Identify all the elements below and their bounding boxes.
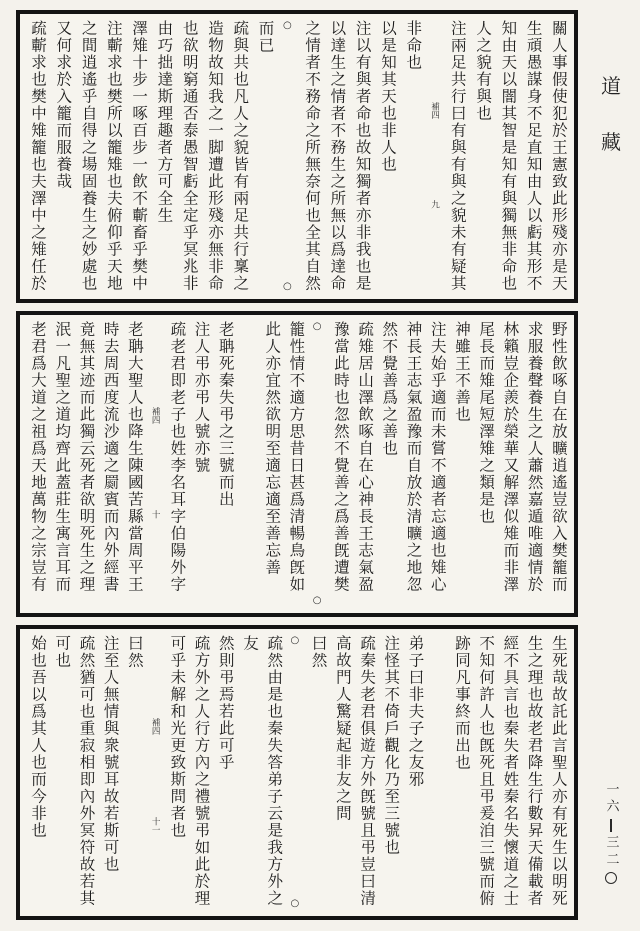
text-column: 經不具言也秦失者姓秦名失懷道之士 (501, 635, 520, 907)
text-column: 疏秦失老君俱遊方外旣號且弔豈曰清 (358, 635, 377, 907)
text-column: 跡同凡事終而出也 (452, 635, 471, 771)
divider-circle-bottom: ○ (312, 595, 322, 606)
text-column: 可也 (53, 635, 72, 669)
text-column: 然則弔焉若此可乎 (216, 635, 235, 771)
text-column: 高故門人驚疑起非友之問 (333, 635, 352, 822)
text-column: 澤雉十步一啄百步一飲不蘄畜乎樊中 (130, 20, 149, 292)
text-column: 由巧拙達斯理趣者方可全生 (155, 20, 174, 224)
page-number (599, 782, 623, 884)
text-column: 時去周西度流沙適之罽賓而內外經書 (101, 321, 120, 593)
section-divider-gutter (281, 20, 294, 293)
text-column: 然不覺善爲之善也 (380, 321, 399, 457)
text-column: 老君爲大道之祖爲天地萬物之宗豈有 (29, 321, 47, 593)
page-number-lower: 三二 (603, 835, 619, 869)
divider-circle-bottom: ○ (282, 281, 292, 292)
text-column: 疏雉居山澤飲啄自在心神長王志氣盈 (356, 321, 375, 593)
text-column: 籠性情不適方思昔日甚爲清暢鳥旣如 (287, 321, 306, 593)
right-margin (580, 0, 640, 931)
text-column: 之間逍遙乎自得之場固養生之妙處也 (79, 20, 98, 292)
text-column: 神長王志氣盈豫而自放於清曠之地忽 (404, 321, 423, 593)
text-column: 注夫始乎適而未嘗不適者忘適也雉心 (428, 321, 447, 593)
text-column: 也欲明窮通否泰愚智虧全定乎冥兆非 (180, 20, 199, 292)
text-column: 注怪其不倚戶觀化乃至三號也 (382, 635, 401, 856)
top-register (16, 10, 578, 303)
text-column: 始也吾以爲其人也而今非也 (29, 635, 47, 839)
text-column: 注以有與者命也故知獨者亦非我也是 (353, 20, 372, 292)
text-column: 此人亦宜然欲明至適忘適至善忘善 (263, 321, 282, 576)
text-column: 尾長而雉尾短澤雉之類是也 (477, 321, 496, 525)
text-column: 疏方外之人行方內之禮號弔如此於理 (192, 635, 211, 907)
text-column: 疏然猶可也重寂相即內外冥符故若其 (77, 635, 96, 907)
leaf-note-lower: 十一 (150, 816, 161, 834)
text-column: 之情者不務命之所無奈何也全其自然 (303, 20, 322, 292)
text-column: 以達生之情者不務生之所無以爲達命 (328, 20, 347, 292)
section-divider-gutter (288, 635, 301, 910)
section-divider-gutter (311, 321, 324, 607)
text-column: 人之貌有與也 (474, 20, 493, 122)
text-column: 非命也 (404, 20, 423, 71)
text-column: 造物故知我之一脚遭此形殘亦無非命 (205, 20, 224, 292)
divider-circle-bottom: ○ (290, 898, 300, 909)
text-column: 關人事假使犯於王憲致此形殘亦是天 (549, 20, 568, 292)
text-column: 注蘄求也樊所以籠雉也夫俯仰乎天地 (104, 20, 123, 292)
text-column: 注至人無情與衆號耳故若斯可也 (101, 635, 120, 873)
page-number-dash (610, 819, 612, 832)
leaf-note-lower: 十 (150, 509, 161, 519)
collection-title-char-dao: 道 (601, 74, 621, 98)
divider-circle-top: ○ (282, 20, 292, 31)
spacer-column (240, 321, 255, 607)
text-column: 生頑愚謀身不足直知由人以虧其形不 (524, 20, 543, 292)
text-column: 又何求於入籠而服養哉 (54, 20, 73, 190)
text-column: 而已 (256, 20, 275, 54)
text-column: 求服養聲養生之人蕭然嘉遁唯適情於 (525, 321, 544, 593)
text-column: 豫當此時也忽然不覺善之爲善旣遭樊 (331, 321, 350, 593)
gutter-leaf-notes (429, 20, 440, 293)
gutter-leaf-notes (149, 321, 160, 607)
text-column: 生之理也故老君降生行數昇天備載者 (525, 635, 544, 907)
middle-register (16, 311, 578, 617)
text-column: 疏蘄求也樊中雉籠也夫澤中之雉任於 (29, 20, 47, 292)
leaf-note-upper: 補四 (150, 717, 161, 735)
text-column: 老聃死秦失弔之三號而出 (216, 321, 235, 508)
spacer-column (430, 635, 445, 910)
text-column: 不知何許人也旣死且弔爰洎三號而俯 (477, 635, 496, 907)
divider-circle-top: ○ (290, 635, 300, 646)
text-column: 老聃大聖人也降生陳國苦縣當周平王 (125, 321, 144, 593)
text-column: 可乎未解和光更致斯問者也 (168, 635, 187, 839)
leaf-note-upper: 補四 (150, 406, 161, 424)
text-column: 神雖王不善也 (452, 321, 471, 423)
text-column: 友 (240, 635, 259, 652)
leaf-note-lower: 九 (429, 200, 440, 209)
page-number-upper: 一六 (603, 782, 619, 816)
gutter-leaf-notes (149, 635, 160, 910)
text-column: 弟子曰非夫子之友邪 (406, 635, 425, 788)
text-block (16, 10, 578, 922)
bottom-register (16, 625, 578, 920)
text-column: 注兩足共行曰有與有與之貌未有疑其 (448, 20, 467, 292)
collection-title-char-zang: 藏 (601, 130, 621, 154)
text-column: 野性飲啄自在放曠逍遙豈欲入樊籠而 (549, 321, 568, 593)
text-column: 疏然由是也秦失答弟子云是我方外之 (265, 635, 284, 907)
leaf-note-upper: 補四 (429, 101, 440, 119)
text-column: 林籟豈企羨於榮華又解澤似雉而非澤 (501, 321, 520, 593)
text-column: 泯一凡聖之道均齊此蓋莊生寓言耳而 (53, 321, 72, 593)
text-column: 疏與共也凡人之貌皆有兩足共行稟之 (231, 20, 250, 292)
divider-circle-top: ○ (312, 321, 322, 332)
text-column: 知由天以闇其智是知有與獨無非命也 (499, 20, 518, 292)
text-column: 生死哉故託此言聖人亦有死生以明死 (549, 635, 568, 907)
text-column: 疏老君即老子也姓李名耳字伯陽外字 (168, 321, 187, 593)
text-column: 竟無其迹而此獨云死者欲明死生之理 (77, 321, 96, 593)
page-number-zero-circle (605, 872, 617, 884)
text-column: 曰然 (309, 635, 328, 669)
text-column: 曰然 (125, 635, 144, 669)
text-column: 注人弔亦弔人號亦號 (192, 321, 211, 474)
text-column: 以是知其天也非人也 (378, 20, 397, 173)
